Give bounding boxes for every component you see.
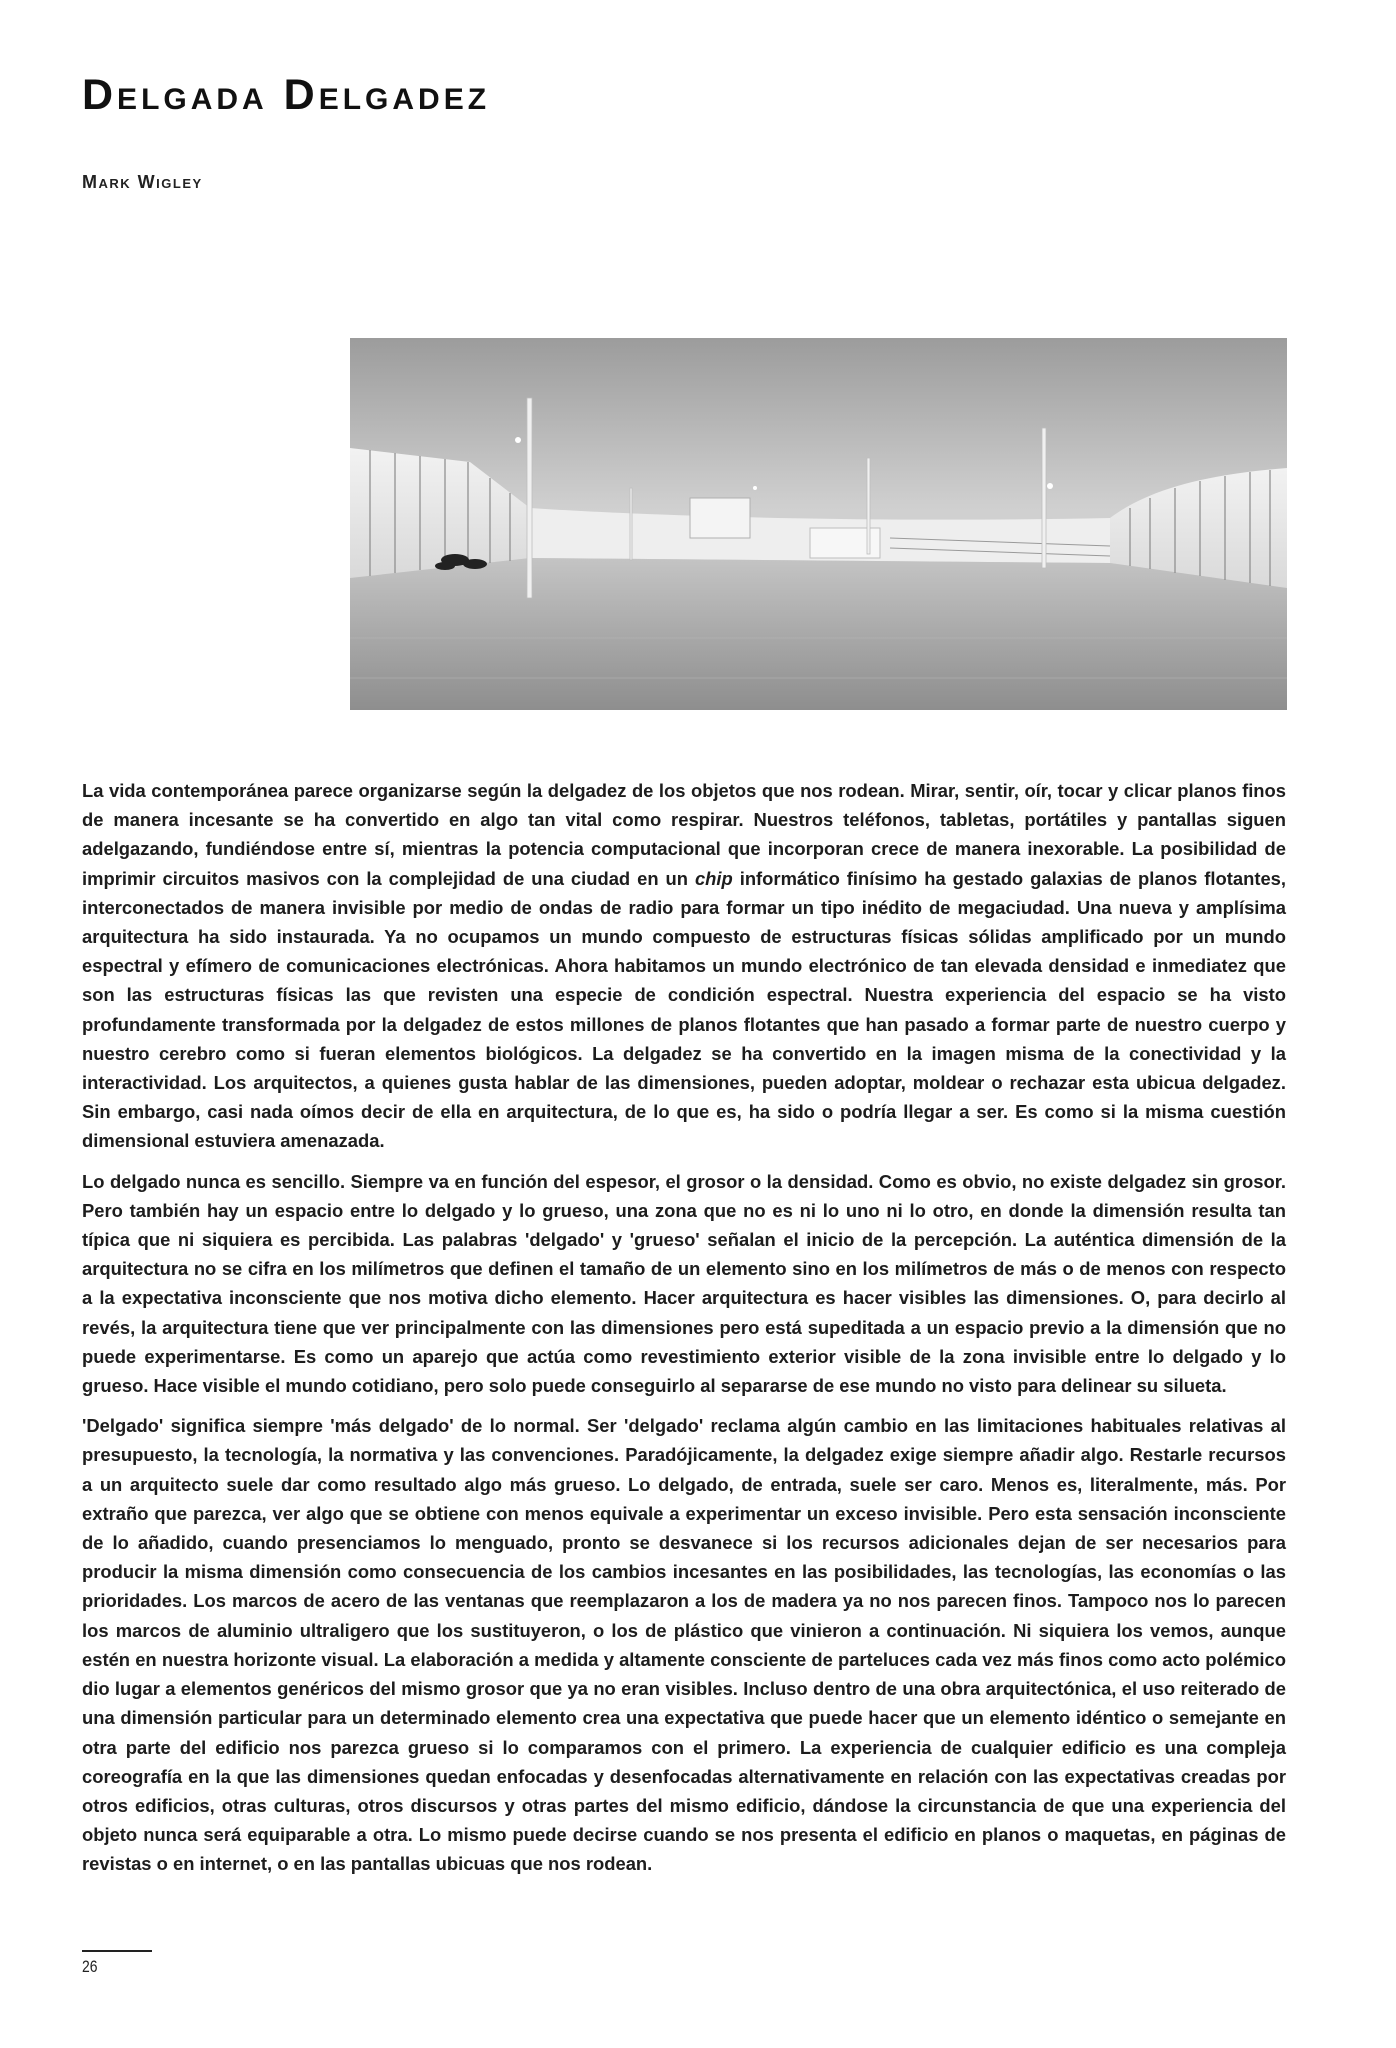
- interior-photo: [350, 338, 1287, 710]
- paragraph-3: 'Delgado' significa siempre 'más delgado' de lo normal. Ser 'delgado' reclama algún cambio en las limitaciones habituales relativas al presupuesto, la tecnología, la normativa y las convenciones. Paradójicamente, la delgadez exige siempre añadir algo. Restarle recursos a un arquitecto suele dar como resultado algo más grueso. Lo delgado, de entrada, suele ser caro. Menos es, literalmente, más. Por extraño que parezca, ver algo que se obtiene con menos equivale a experimentar un exceso invisible. Pero esta sensación inconsciente de lo añadido, cuando presenciamos lo menguado, pronto se desvanece si los recursos adicionales dejan de ser necesarios para producir la misma dimensión como consecuencia de los cambios incesantes en las posibilidades, las tecnologías, las economías o las prioridades. Los marcos de acero de las ventanas que reemplazaron a los de madera ya no nos parecen finos. Tampoco nos lo parecen los marcos de aluminio ultraligero que los sustituyeron, o los de plástico que vinieron a continuación. Ni siquiera los vemos, aunque estén en nuestra horizonte visual. La elaboración a medida y altamente consciente de parteluces cada vez más finos como acto polémico dio lugar a elementos genéricos del mismo grosor que ya no eran visibles. Incluso dentro de una obra arquitectónica, el uso reiterado de una dimensión particular para un determinado elemento crea una expectativa que puede hacer que un elemento idéntico o semejante en otra parte del edificio nos parezca grueso si lo comparamos con el primero. La experiencia de cualquier edificio es una compleja coreografía en la que las dimensiones quedan enfocadas y desenfocadas alternativamente en relación con las expectativas creadas por otros edificios, otras culturas, otros discursos y otras partes del mismo edificio, dándose la circunstancia de que una experiencia del objeto nunca será equiparable a otra. Lo mismo puede decirse cuando se nos presenta el edificio en planos o maquetas, en páginas de revistas o en internet, o en las pantallas ubicuas que nos rodean.: [82, 1415, 1286, 1875]
- paragraph-1-text-b: informático finísimo ha gestado galaxias de planos flotantes, interconectados de manera invisible por medio de ondas de radio para formar un tipo inédito de megaciudad. Una nueva y amplísima arquitectura ha sido instaurada. Ya no ocupamos un mundo compuesto de estructuras físicas sólidas amplificado por un mundo espectral y efímero de comunicaciones electrónicas. Ahora habitamos un mundo electrónico de tan elevada densidad e inmediatez que son las estructuras físicas las que revisten una especie de condición espectral. Nuestra experiencia del espacio se ha visto profundamente transformada por la delgadez de estos millones de planos flotantes que han pasado a formar parte de nuestro cuerpo y nuestro cerebro como si fueran elementos biológicos. La delgadez se ha convertido en la imagen misma de la conectividad y la interactividad. Los arquitectos, a quienes gusta hablar de las dimensiones, pueden adoptar, moldear o rechazar esta ubicua delgadez. Sin embargo, casi nada oímos decir de ella en arquitectura, de lo que es, ha sido o podría llegar a ser. Es como si la misma cuestión dimensional estuviera amenazada.: [82, 867, 1287, 1152]
- paragraph-2: Lo delgado nunca es sencillo. Siempre va en función del espesor, el grosor o la densidad. Como es obvio, no existe delgadez sin grosor. Pero también hay un espacio entre lo delgado y lo grueso, una zona que no es ni lo uno ni lo otro, en donde la dimensión resulta tan típica que ni siquiera es percibida. Las palabras 'delgado' y 'grueso' señalan el inicio de la percepción. La auténtica dimensión de la arquitectura no se cifra en los milímetros que definen el tamaño de un elemento sino en los milímetros de más o de menos con respecto a la expectativa inconsciente que nos motiva dicho elemento. Hacer arquitectura es hacer visibles las dimensiones. O, para decirlo al revés, la arquitectura tiene que ver principalmente con las dimensiones pero está supeditada a un espacio previo a la dimensión que no puede experimentarse. Es como un aparejo que actúa como revestimiento exterior visible de la zona invisible entre lo delgado y lo grueso. Hace visible el mundo cotidiano, pero solo puede conseguirlo al separarse de ese mundo no visto para delinear su silueta.: [82, 1170, 1286, 1397]
- paragraph-1: [82, 776, 1286, 1156]
- page-number: 26: [82, 1957, 98, 1976]
- article-body: [82, 776, 1286, 1890]
- paragraph-1-text-a: La vida contemporánea parece organizarse según la delgadez de los objetos que nos rodean. Mirar, sentir, oír, tocar y clicar planos finos de manera incesante se ha convertido en algo tan vital como respirar. Nuestros teléfonos, tabletas, portátiles y pantallas siguen adelgazando, fundiéndose entre sí, mientras la potencia computacional que incorporan crece de manera inexorable. La posibilidad de imprimir circuitos masivos con la complejidad de una ciudad en un: [82, 780, 1286, 889]
- article-title: Delgada Delgadez: [82, 71, 491, 119]
- interior-photo-graphic: [350, 338, 1287, 710]
- folio-rule: [82, 1950, 152, 1952]
- paragraph-1-emphasis: chip: [694, 867, 733, 889]
- author-name: Mark Wigley: [82, 172, 203, 192]
